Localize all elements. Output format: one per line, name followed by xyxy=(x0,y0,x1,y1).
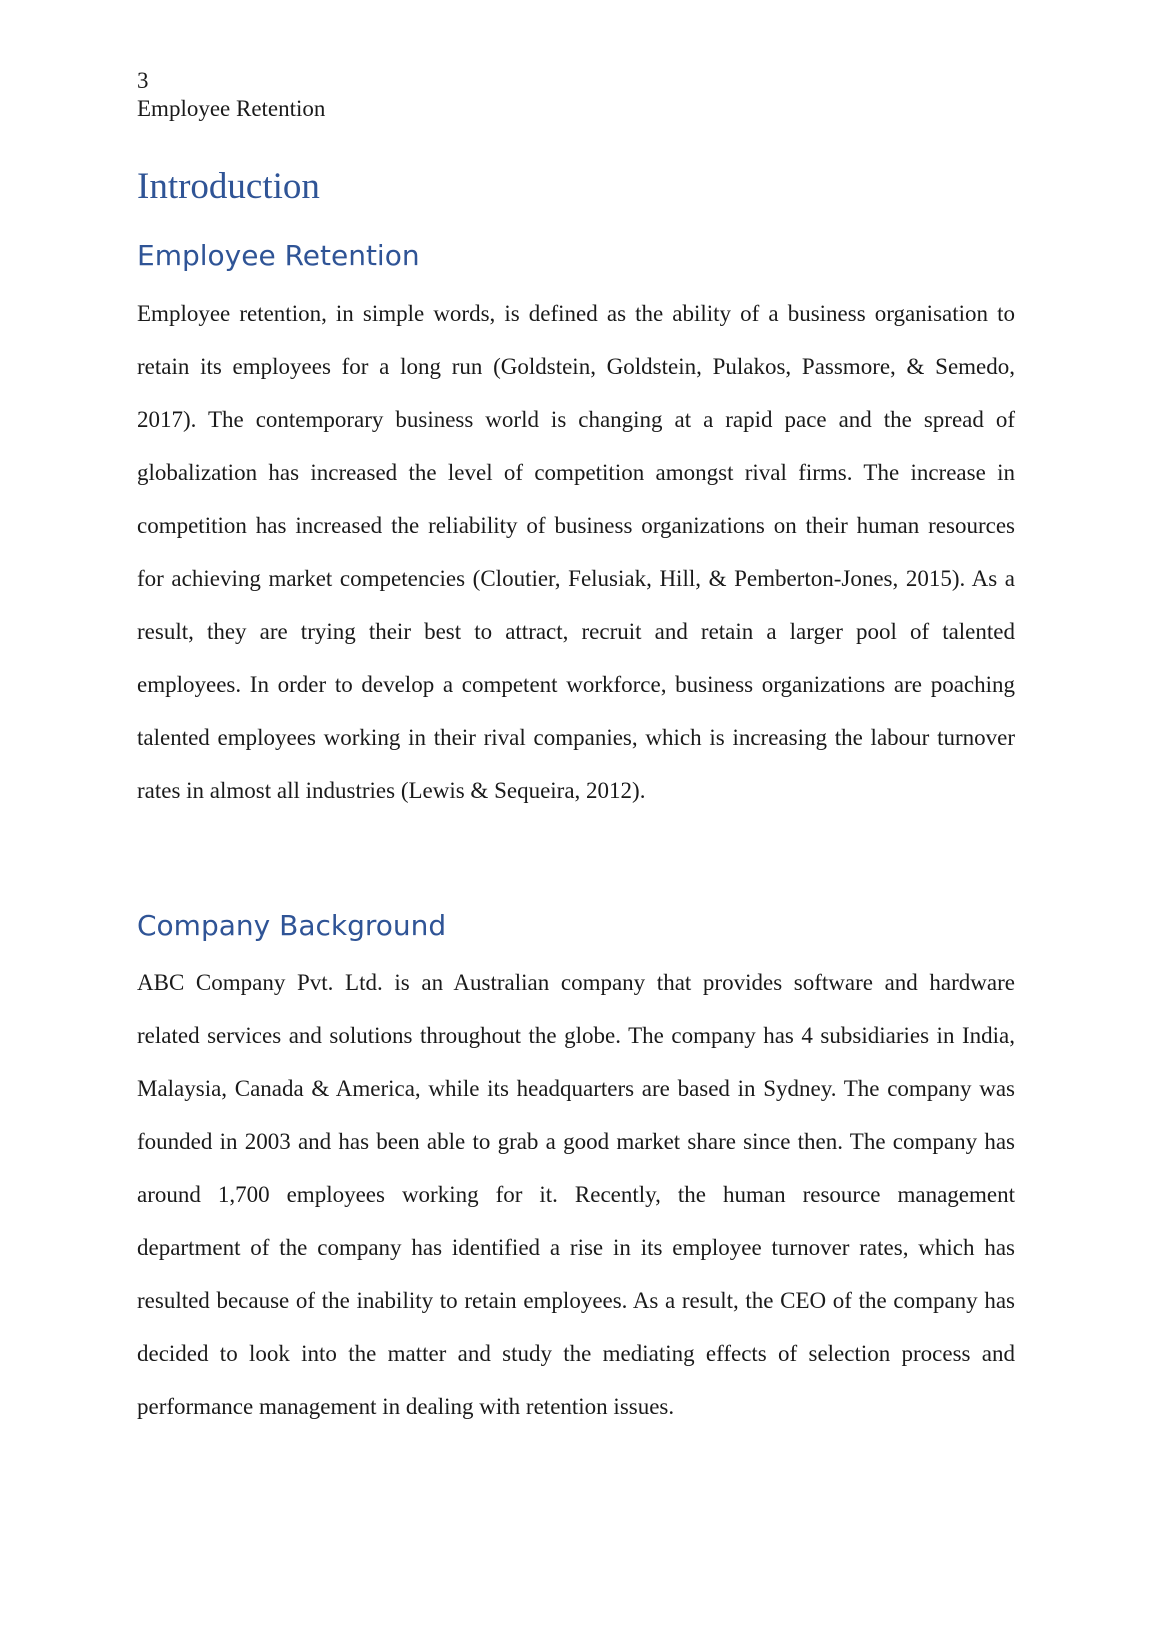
paragraph-company-background xyxy=(137,956,1015,1433)
page-number: 3 xyxy=(137,68,149,93)
subsection-heading-company-background: Company Background xyxy=(137,909,447,942)
paragraph-line: resulted because of the inability to retain employees. As a result, the CEO of the company has xyxy=(137,1288,1015,1313)
section-heading-introduction: Introduction xyxy=(137,166,320,207)
paragraph-line: Employee retention, in simple words, is defined as the ability of a business organisation to xyxy=(137,301,1015,326)
paragraph-line: decided to look into the matter and study the mediating effects of selection process and xyxy=(137,1341,1015,1366)
subsection-heading-employee-retention: Employee Retention xyxy=(137,239,420,272)
running-title: Employee Retention xyxy=(137,96,326,121)
paragraph-line: globalization has increased the level of competition amongst rival firms. The increase in xyxy=(137,460,1015,485)
paragraph-line: performance management in dealing with retention issues. xyxy=(137,1394,675,1419)
paragraph-line: result, they are trying their best to attract, recruit and retain a larger pool of talented xyxy=(137,619,1015,644)
paragraph-line: around 1,700 employees working for it. Recently, the human resource management xyxy=(137,1182,1015,1207)
paragraph-line: Malaysia, Canada & America, while its headquarters are based in Sydney. The company was xyxy=(137,1076,1015,1101)
paragraph-line: 2017). The contemporary business world is changing at a rapid pace and the spread of xyxy=(137,407,1015,432)
paragraph-line: for achieving market competencies (Cloutier, Felusiak, Hill, & Pemberton-Jones, 2015). As a xyxy=(137,566,1015,591)
paragraph-employee-retention xyxy=(137,287,1015,817)
paragraph-line: founded in 2003 and has been able to grab a good market share since then. The company has xyxy=(137,1129,1015,1154)
page-header xyxy=(137,67,1015,123)
paragraph-line: retain its employees for a long run (Goldstein, Goldstein, Pulakos, Passmore, & Semedo, xyxy=(137,354,1015,379)
paragraph-line: ABC Company Pvt. Ltd. is an Australian company that provides software and hardware xyxy=(137,970,1015,995)
paragraph-line: competition has increased the reliability of business organizations on their human resources xyxy=(137,513,1015,538)
paragraph-line: department of the company has identified a rise in its employee turnover rates, which has xyxy=(137,1235,1015,1260)
paragraph-line: talented employees working in their rival companies, which is increasing the labour turnover xyxy=(137,725,1015,750)
paragraph-line: rates in almost all industries (Lewis & Sequeira, 2012). xyxy=(137,778,646,803)
paragraph-line: employees. In order to develop a competent workforce, business organizations are poaching xyxy=(137,672,1015,697)
paragraph-line: related services and solutions throughout the globe. The company has 4 subsidiaries in India, xyxy=(137,1023,1015,1048)
